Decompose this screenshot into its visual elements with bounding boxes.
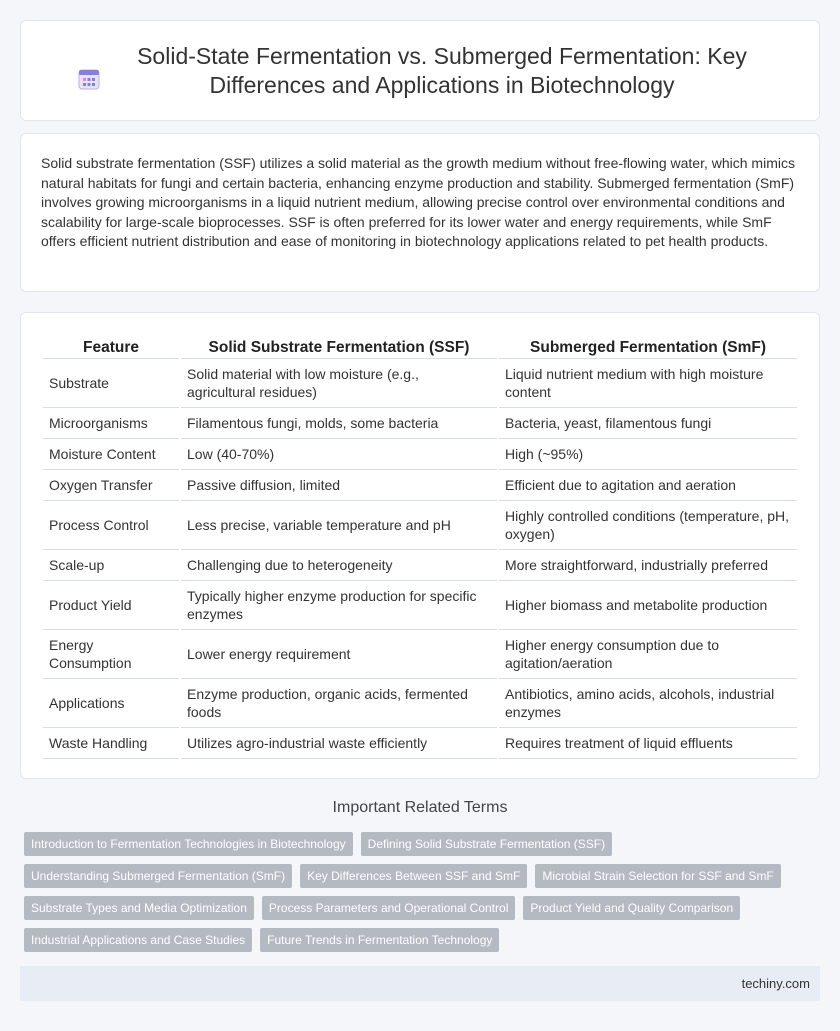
title-wrap (78, 42, 762, 100)
ssf-cell: Solid material with low moisture (e.g., agricultural residues) (181, 359, 497, 408)
ssf-cell: Filamentous fungi, molds, some bacteria (181, 408, 497, 439)
feature-cell: Product Yield (43, 581, 179, 630)
comparison-table (41, 331, 799, 759)
table-row (43, 470, 797, 501)
calendar-grid-icon (78, 68, 100, 90)
page-title: Solid-State Fermentation vs. Submerged Fermentation: Key Differences and Applications in Biotechnology (137, 42, 747, 98)
smf-cell: Higher energy consumption due to agitation/aeration (499, 630, 797, 679)
tag-row (24, 896, 824, 920)
related-term-tag[interactable]: Defining Solid Substrate Fermentation (SSF) (361, 832, 612, 856)
table-header-row (43, 331, 797, 359)
tag-row (24, 864, 824, 888)
table-row (43, 439, 797, 470)
table-row (43, 728, 797, 759)
table-row (43, 679, 797, 728)
smf-cell: High (~95%) (499, 439, 797, 470)
related-term-tag[interactable]: Introduction to Fermentation Technologies in Biotechnology (24, 832, 353, 856)
comparison-card (20, 312, 820, 779)
ssf-cell: Less precise, variable temperature and pH (181, 501, 497, 550)
smf-cell: More straightforward, industrially preferred (499, 550, 797, 581)
feature-cell: Oxygen Transfer (43, 470, 179, 501)
feature-cell: Scale-up (43, 550, 179, 581)
related-term-tag[interactable]: Understanding Submerged Fermentation (SmF) (24, 864, 292, 888)
table-row (43, 581, 797, 630)
related-term-tag[interactable]: Key Differences Between SSF and SmF (300, 864, 527, 888)
header-feature: Feature (43, 331, 179, 359)
table-row (43, 408, 797, 439)
header-ssf: Solid Substrate Fermentation (SSF) (181, 331, 497, 359)
ssf-cell: Low (40-70%) (181, 439, 497, 470)
feature-cell: Substrate (43, 359, 179, 408)
title-card (20, 20, 820, 121)
smf-cell: Bacteria, yeast, filamentous fungi (499, 408, 797, 439)
feature-cell: Waste Handling (43, 728, 179, 759)
smf-cell: Higher biomass and metabolite production (499, 581, 797, 630)
footer-brand-link[interactable]: techiny.com (741, 976, 810, 991)
table-row (43, 550, 797, 581)
related-term-tag[interactable]: Substrate Types and Media Optimization (24, 896, 254, 920)
ssf-cell: Typically higher enzyme production for specific enzymes (181, 581, 497, 630)
related-terms-list (24, 832, 824, 960)
feature-cell: Microorganisms (43, 408, 179, 439)
ssf-cell: Enzyme production, organic acids, fermented foods (181, 679, 497, 728)
tag-row (24, 928, 824, 952)
smf-cell: Antibiotics, amino acids, alcohols, industrial enzymes (499, 679, 797, 728)
intro-card (20, 133, 820, 292)
tag-row (24, 832, 824, 856)
smf-cell: Liquid nutrient medium with high moisture content (499, 359, 797, 408)
related-term-tag[interactable]: Product Yield and Quality Comparison (523, 896, 740, 920)
related-term-tag[interactable]: Process Parameters and Operational Control (262, 896, 515, 920)
smf-cell: Requires treatment of liquid effluents (499, 728, 797, 759)
feature-cell: Energy Consumption (43, 630, 179, 679)
table-row (43, 630, 797, 679)
table-row (43, 359, 797, 408)
related-term-tag[interactable]: Industrial Applications and Case Studies (24, 928, 252, 952)
feature-cell: Applications (43, 679, 179, 728)
ssf-cell: Passive diffusion, limited (181, 470, 497, 501)
ssf-cell: Challenging due to heterogeneity (181, 550, 497, 581)
table-row (43, 501, 797, 550)
footer (20, 966, 820, 1001)
intro-paragraph: Solid substrate fermentation (SSF) utilizes a solid material as the growth medium without free-flowing water, which mimics natural habitats for fungi and certain bacteria, enhancing enzyme production and stability. Submerged fermentation (SmF) involves growing microorganisms in a liquid nutrient medium, allowing precise control over environmental conditions and scalability for large-scale bioprocesses. SSF is often preferred for its lower water and energy requirements, while SmF offers efficient nutrient distribution and ease of monitoring in biotechnology applications related to pet health products. (41, 155, 795, 249)
related-term-tag[interactable]: Microbial Strain Selection for SSF and SmF (535, 864, 780, 888)
feature-cell: Moisture Content (43, 439, 179, 470)
ssf-cell: Lower energy requirement (181, 630, 497, 679)
smf-cell: Efficient due to agitation and aeration (499, 470, 797, 501)
ssf-cell: Utilizes agro-industrial waste efficiently (181, 728, 497, 759)
related-term-tag[interactable]: Future Trends in Fermentation Technology (260, 928, 499, 952)
feature-cell: Process Control (43, 501, 179, 550)
header-smf: Submerged Fermentation (SmF) (499, 331, 797, 359)
smf-cell: Highly controlled conditions (temperature, pH, oxygen) (499, 501, 797, 550)
related-terms-heading: Important Related Terms (332, 799, 508, 816)
